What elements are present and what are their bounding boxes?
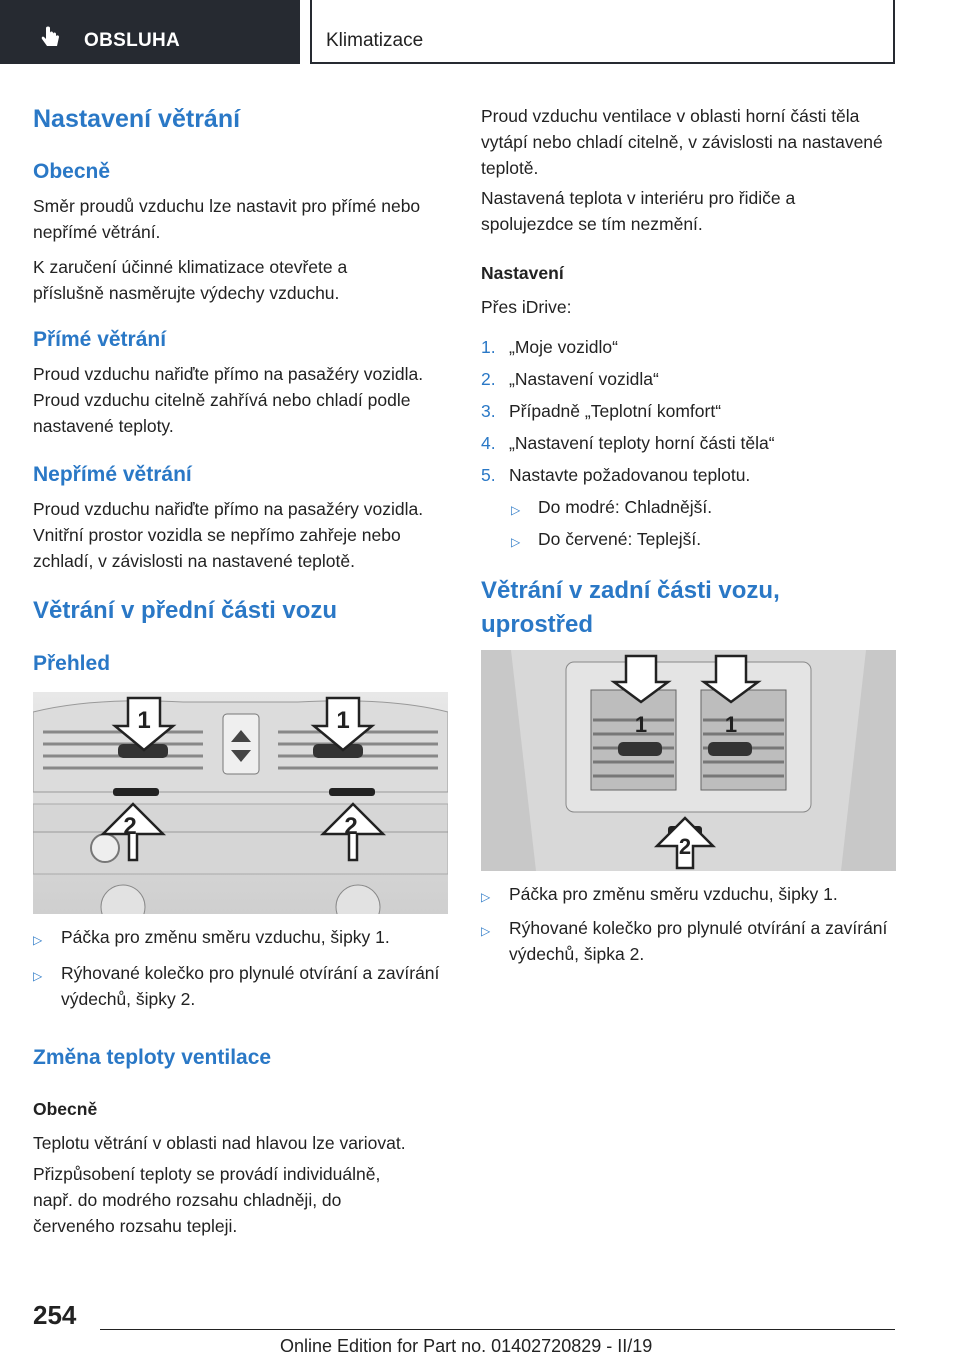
callout-1: 1 (724, 712, 738, 737)
section-title: Klimatizace (326, 30, 424, 51)
subheading-nastaveni: Nastavení (481, 263, 564, 283)
footer-divider (100, 1329, 895, 1330)
chapter-tab (0, 0, 300, 64)
paragraph: Teplotu větrání v oblasti nad hlavou lze variovat. (33, 1133, 406, 1153)
paragraph: Proud vzduchu ventilace v oblasti horní části těla vytápí nebo chladí citelně, v závislosti na nastavené teplotě. (481, 106, 883, 178)
heading-zmena-teploty: Změna teploty ventilace (33, 1046, 272, 1069)
triangle-bullet-icon: ▷ (33, 933, 43, 947)
heading-nastaveni-vetrani: Nastavení větrání (33, 105, 241, 133)
edition-note: Online Edition for Part no. 01402720829 - II/19 (280, 1336, 653, 1356)
front-vents-illustration (33, 692, 448, 914)
page-number: 254 (33, 1300, 77, 1330)
paragraph: Nastavená teplota v interiéru pro řidiče a spolujezdce se tím nezmění. (481, 188, 796, 234)
callout-1: 1 (634, 712, 648, 737)
heading-prime-vetrani: Přímé větrání (33, 328, 167, 351)
triangle-bullet-icon: ▷ (511, 503, 521, 517)
triangle-bullet-icon: ▷ (481, 890, 491, 904)
section-header (310, 0, 895, 64)
callout-1: 1 (336, 707, 350, 734)
subheading-obecne: Obecně (33, 1099, 98, 1119)
heading-predni-cast: Větrání v přední části vozu (33, 597, 338, 624)
paragraph: Proud vzduchu nařiďte přímo na pasažéry vozidla. Proud vzduchu citelně zahřívá nebo chladí podle nastavené teploty. (33, 364, 424, 436)
triangle-bullet-icon: ▷ (481, 924, 491, 938)
heading-zadni-cast: Větrání v zadní části vozu, uprostřed (481, 577, 780, 638)
paragraph: K zaručení účinné klimatizace otevřete a příslušně nasměrujte výdechy vzduchu. (33, 257, 348, 303)
hand-pointer-icon (38, 26, 62, 50)
triangle-bullet-icon: ▷ (33, 969, 43, 983)
heading-neprime-vetrani: Nepřímé větrání (33, 463, 192, 486)
callout-1: 1 (137, 707, 151, 734)
paragraph: Přes iDrive: (481, 297, 572, 317)
paragraph: Proud vzduchu nařiďte přímo na pasažéry vozidla. Vnitřní prostor vozidla se nepřímo zahřeje nebo zchladí, v závislosti na nastavené teplotě. (33, 499, 424, 571)
chapter-label: OBSLUHA (84, 30, 181, 51)
paragraph: Směr proudů vzduchu lze nastavit pro přímé nebo nepřímé větrání. (33, 196, 421, 242)
callout-2: 2 (123, 813, 137, 840)
callout-2: 2 (344, 813, 358, 840)
callout-2: 2 (678, 834, 692, 859)
rear-vents-illustration (481, 650, 896, 871)
triangle-bullet-icon: ▷ (511, 535, 521, 549)
heading-obecne: Obecně (33, 160, 111, 183)
heading-prehled: Přehled (33, 652, 111, 675)
paragraph: Přizpůsobení teploty se provádí individuálně, např. do modrého rozsahu chladněji, do červeného rozsahu tepleji. (33, 1164, 381, 1236)
